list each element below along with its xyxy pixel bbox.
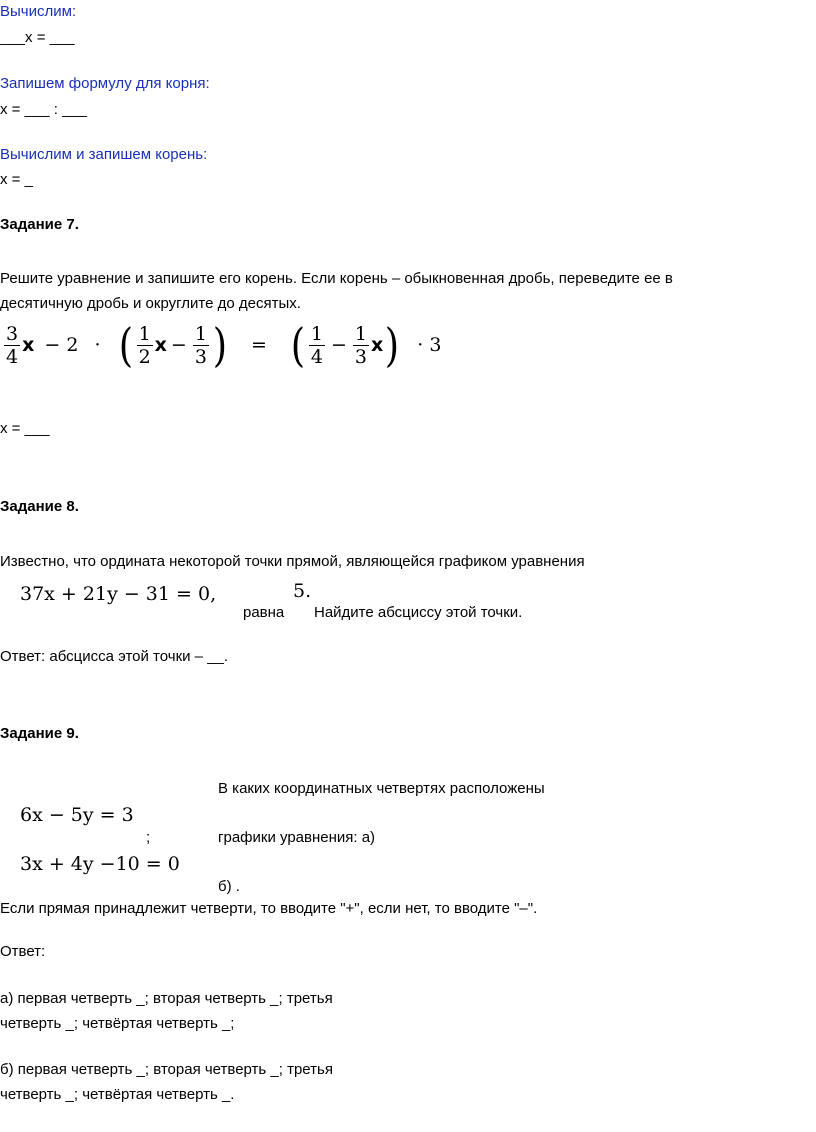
right-paren: ) bbox=[212, 318, 228, 372]
formula-heading: Запишем формулу для корня: bbox=[0, 75, 210, 92]
denominator: 3 bbox=[194, 345, 207, 368]
minus-sign: − bbox=[170, 334, 187, 356]
denominator: 2 bbox=[138, 345, 151, 368]
task8-text-line1: Известно, что ордината некоторой точки прямой, являющейся графиком уравнения bbox=[0, 553, 585, 570]
task9-answer-b-line1: б) первая четверть _; вторая четверть _; третья bbox=[0, 1061, 333, 1078]
denominator: 4 bbox=[310, 345, 323, 368]
root-heading: Вычислим и запишем корень: bbox=[0, 146, 208, 163]
fraction bbox=[4, 323, 20, 368]
task7-text-line1: Решите уравнение и запишите его корень. Если корень – обыкновенная дробь, переведите ее в bbox=[0, 270, 673, 287]
minus-two: − 2 bbox=[44, 334, 79, 356]
numerator: 1 bbox=[138, 322, 151, 345]
left-paren: ( bbox=[118, 318, 133, 372]
task8-ordinate-value: 5. bbox=[293, 580, 312, 602]
task8-equals-word: равна bbox=[243, 604, 285, 621]
denominator: 4 bbox=[6, 345, 19, 368]
numerator: 1 bbox=[194, 322, 207, 345]
denominator: 3 bbox=[354, 345, 367, 368]
task7-text-line2: десятичную дробь и округлите до десятых. bbox=[0, 295, 301, 312]
task9-instruction: Если прямая принадлежит четверти, то вводите "+", если нет, то вводите "–". bbox=[0, 900, 538, 917]
compute-heading: Вычислим: bbox=[0, 3, 77, 20]
variable-x: x bbox=[154, 334, 167, 356]
formula-expression: x = ___ : ___ bbox=[0, 101, 88, 118]
task9-equation-2: 3x + 4y −10 = 0 bbox=[20, 853, 180, 875]
task9-separator: ; bbox=[146, 829, 151, 846]
task8-question: Найдите абсциссу этой точки. bbox=[314, 604, 523, 621]
task7-answer: x = ___ bbox=[0, 420, 50, 437]
numerator: 1 bbox=[354, 322, 367, 345]
task7-equation bbox=[2, 318, 442, 372]
fraction bbox=[137, 323, 153, 368]
left-paren: ( bbox=[290, 318, 306, 372]
variable-x: x bbox=[370, 334, 384, 356]
numerator: 1 bbox=[310, 322, 323, 345]
equals-sign: = bbox=[250, 334, 267, 356]
task9-answer-b-line2: четверть _; четвёртая четверть _. bbox=[0, 1086, 235, 1103]
task9-answer-label: Ответ: bbox=[0, 943, 46, 960]
task8-equation: 37x + 21y − 31 = 0, bbox=[20, 583, 217, 605]
numerator: 3 bbox=[6, 322, 19, 345]
task7-title: Задание 7. bbox=[0, 216, 79, 233]
task9-question-line1: В каких координатных четвертях расположены bbox=[218, 780, 545, 797]
task8-title: Задание 8. bbox=[0, 498, 79, 515]
task9-answer-a-line2: четверть _; четвёртая четверть _; bbox=[0, 1015, 235, 1032]
task9-answer-a-line1: а) первая четверть _; вторая четверть _; третья bbox=[0, 990, 333, 1007]
minus-sign: − bbox=[330, 334, 347, 356]
task9-title: Задание 9. bbox=[0, 725, 79, 742]
variable-x: x bbox=[22, 334, 35, 356]
task8-answer: Ответ: абсцисса этой точки – __. bbox=[0, 648, 229, 665]
right-paren: ) bbox=[385, 318, 400, 372]
fraction bbox=[309, 323, 325, 368]
task9-equation-1: 6x − 5y = 3 bbox=[20, 804, 134, 826]
multiply-dot: · bbox=[94, 334, 101, 356]
fraction bbox=[353, 323, 369, 368]
fraction bbox=[193, 323, 209, 368]
task9-question-line2: графики уравнения: а) bbox=[218, 829, 376, 846]
task9-question-line3: б) . bbox=[218, 878, 240, 895]
root-expression: x = _ bbox=[0, 171, 33, 188]
compute-expression: ___x = ___ bbox=[0, 29, 75, 46]
times-three: · 3 bbox=[417, 334, 442, 356]
